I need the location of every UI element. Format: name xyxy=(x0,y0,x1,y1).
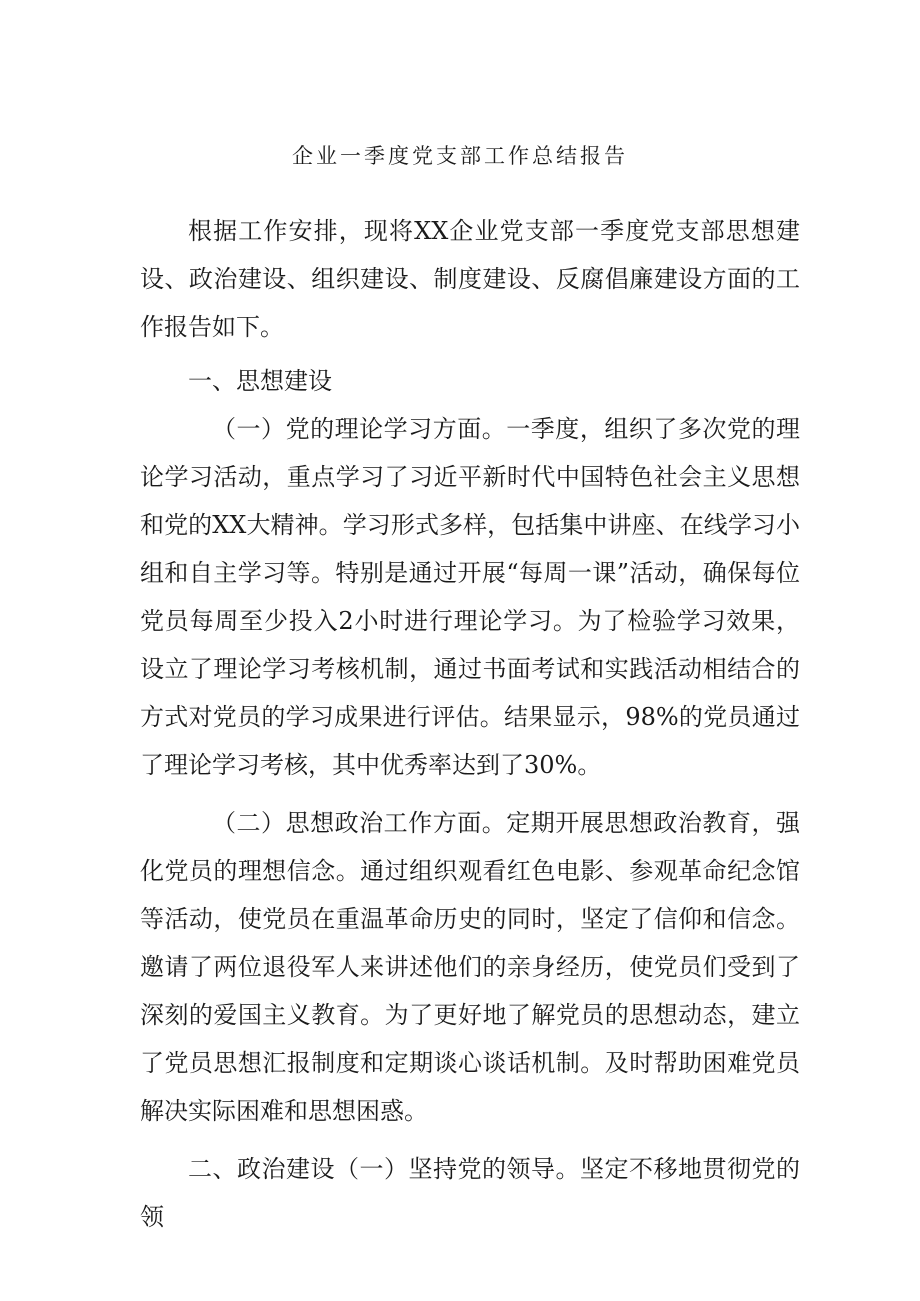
section-heading-political: 二、政治建设（一）坚持党的领导。坚定不移地贯彻党的领 xyxy=(140,1155,800,1231)
section-heading-ideology: 一、思想建设 xyxy=(188,367,332,395)
paragraph-political-work: （二）思想政治工作方面。定期开展思想政治教育，强化党员的理想信念。通过组织观看红色电影、参观革命纪念馆等活动，使党员在重温革命历史的同时，坚定了信仰和信念。邀请了两位退役军人来讲述他们的亲身经历，使党员们受到了深刻的爱国主义教育。为了更好地了解党员的思想动态，建立了党员思想汇报制度和定期谈心谈话机制。及时帮助困难党员解决实际困难和思想困惑。 xyxy=(140,809,800,1125)
document-body xyxy=(140,207,800,1241)
intro-paragraph: 根据工作安排，现将XX企业党支部一季度党支部思想建设、政治建设、组织建设、制度建设、反腐倡廉建设方面的工作报告如下。 xyxy=(140,217,800,341)
document-title: 企业一季度党支部工作总结报告 xyxy=(292,144,628,168)
paragraph-theory-study: （一）党的理论学习方面。一季度，组织了多次党的理论学习活动，重点学习了习近平新时代中国特色社会主义思想和党的XX大精神。学习形式多样，包括集中讲座、在线学习小组和自主学习等。特别是通过开展“每周一课”活动，确保每位党员每周至少投入2小时进行理论学习。为了检验学习效果，设立了理论学习考核机制，通过书面考试和实践活动相结合的方式对党员的学习成果进行评估。结果显示，98%的党员通过了理论学习考核，其中优秀率达到了30%。 xyxy=(140,415,800,779)
